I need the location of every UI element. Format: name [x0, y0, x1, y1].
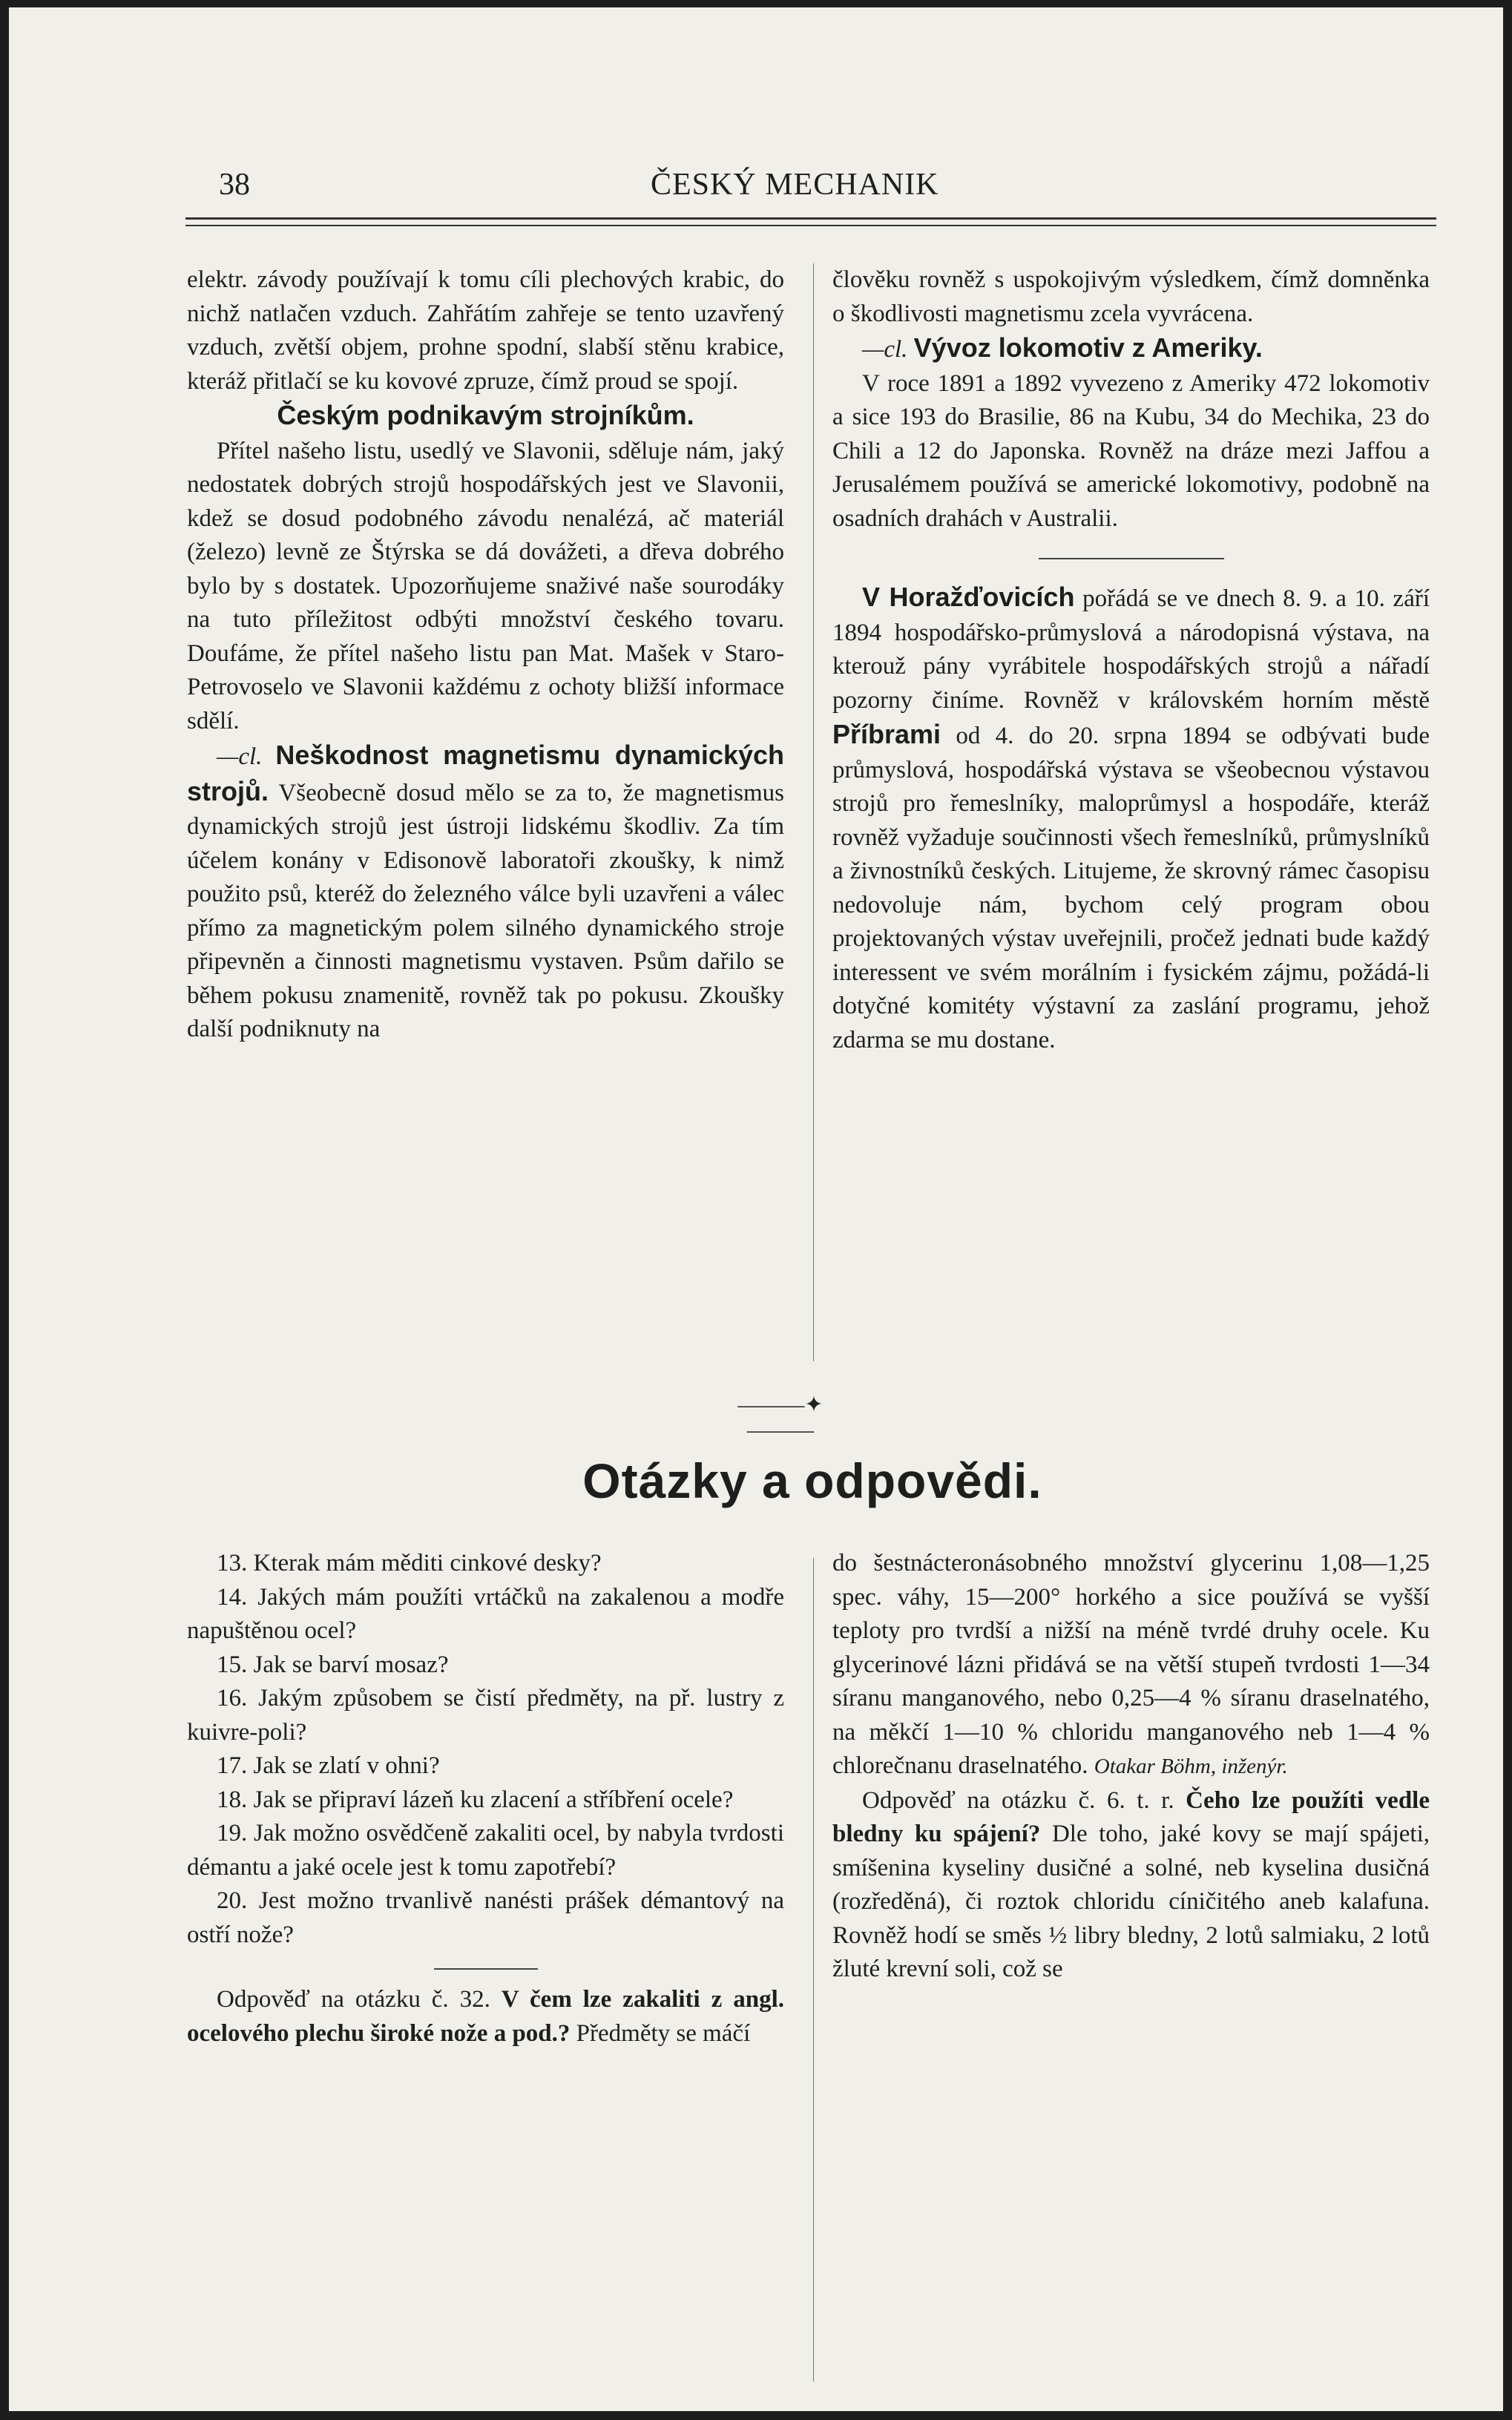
answer-intro: Odpověď na otázku č. 32. — [217, 1986, 490, 2013]
paragraph-with-heading — [832, 580, 1430, 1057]
paragraph-text: pořádá se ve dnech 8. 9. a 10. září 1894 hospodářsko-průmyslová a národopisná výstava, na kterouž pány vyrábitele hospodářských strojů a nářadí pozorny činíme. Rovněž v královském horním městě — [832, 585, 1430, 714]
question-item: 19. Jak možno osvědčeně zakaliti ocel, by nabyla tvrdosti démantu a jaké ocele jest k tomu zapotřebí? — [187, 1820, 784, 1881]
column-top-right — [832, 263, 1430, 1057]
column-divider — [813, 263, 814, 1361]
answer-question: V čem lze zakaliti z angl. ocelového plechu široké nože a pod.? — [187, 1986, 784, 2047]
article-heading: V Horažďovicích — [862, 582, 1075, 612]
author-signature: Otakar Böhm, inženýr. — [1094, 1755, 1288, 1778]
author-signature: —cl. — [217, 743, 263, 770]
answer-text: do šestnácteronásobného množství glycerinu 1,08—1,25 spec. váhy, 15—200° horkého a sice používá se vyšší teploty pro tvrdší a nižší na méně tvrdé druhy ocele. Ku glycerinové lázni přidává se na větší stupeň tvrdosti 1—34 síranu manganového, nebo 0,25—4 % síranu draselnatého, na měkčí 1—10 % chloridu manganového neb 1—4 % chlorečnanu draselnatého. — [832, 1550, 1430, 1779]
header-rule-thin — [185, 225, 1436, 226]
paragraph-text: od 4. do 20. srpna 1894 se odbývati bude průmyslová, hospodářská výstava se všeobecnou výstavou strojů pro řemeslníky, maloprůmysl a hospodáře, kteráž rovněž vyžaduje součinnosti všech řemeslníků, průmyslníků a živnostníků českých. Litujeme, že skrovný rámec časopisu nedovoluje nám, bychom celý program obou projektovaných výstav uveřejnili, pročež jednati bude každý interessent ve svém morálním i fysickém zájmu, požádá-li dotyčné komitéty výstavní za zaslání programu, jehož zdarma se mu dostane. — [832, 723, 1430, 1053]
article-heading: Vývoz lokomotiv z Ameriky. — [913, 332, 1263, 363]
paragraph-with-heading — [832, 331, 1430, 367]
paragraph: V roce 1891 a 1892 vyvezeno z Ameriky 472 lokomotiv a sice 193 do Brasilie, 86 na Kubu, 34 do Mechika, 23 do Chili a 12 do Japonska. Rovněž na dráze mezi Jaffou a Jerusalémem používá se americké lokomotivy, podobně na osadních drahách v Australii. — [832, 369, 1430, 532]
paragraph-text: Všeobecně dosud mělo se za to, že magnetismus dynamických strojů jest ústroji lidskému škodliv. Za tím účelem konány v Edisonově laboratoři zkoušky, k nimž použito psů, kteréž do železného válce byli uzavřeni a válec přímo za magnetickým polem silného dynamického stroje připevněn a činnosti magnetismu vystaven. Psům dařilo se během pokusu znamenitě, rovněž tak po pokusu. Zkoušky další podniknuty na — [187, 779, 784, 1042]
article-heading-wrap — [187, 398, 784, 435]
paragraph: Přítel našeho listu, usedlý ve Slavonii, sděluje nám, jaký nedostatek dobrých strojů hospodářských jest ve Slavonii, kdež se dosud podobného závodu nenalézá, ač materiál (železo) levně ze Štýrska se dá dovážeti, a dřeva dobrého bylo by s dostatek. Upozorňujeme snaživé naše sourodáky na tuto příležitost odbýti množství českého tovaru. Doufáme, že přítel našeho listu pan Mat. Mašek v Staro-Petrovoselo ve Slavonii každému z ochoty bližší informace sdělí. — [187, 437, 784, 734]
question-item: 15. Jak se barví mosaz? — [217, 1651, 449, 1678]
question-item: 13. Kterak mám měditi cinkové desky? — [217, 1550, 602, 1576]
separator-rule — [434, 1968, 538, 1970]
answer-question: Čeho lze použíti vedle bledny ku spájení? — [832, 1786, 1430, 1847]
paragraph: člověku rovněž s uspokojivým výsledkem, čímž domněnka o škodlivosti magnetismu zcela vyvrácena. — [832, 266, 1430, 327]
column-top-left — [187, 263, 784, 1047]
answer-continuation — [832, 1547, 1430, 1784]
answer-paragraph — [187, 1983, 784, 2051]
page-number: 38 — [219, 168, 250, 202]
running-title: ČESKÝ MECHANIK — [651, 168, 939, 202]
separator-rule — [1039, 558, 1224, 559]
article-heading: Českým podnikavým strojníkům. — [277, 400, 694, 430]
answer-paragraph — [832, 1784, 1430, 1987]
column-bottom-right — [832, 1547, 1430, 1987]
section-title: Otázky a odpovědi. — [582, 1453, 1042, 1508]
column-bottom-left — [187, 1547, 784, 2051]
page — [9, 7, 1503, 2411]
question-item: 17. Jak se zlatí v ohni? — [217, 1752, 440, 1779]
paragraph: elektr. závody používají k tomu cíli plechových krabic, do nichž natlačen vzduch. Zahřátím zahřeje se tento uzavřený vzduch, zvětší objem, prohne spodní, slabší stěnu krabice, kteráž přitlačí se ku kovové zpruze, čímž proud se spojí. — [187, 266, 784, 395]
question-item: 20. Jest možno trvanlivě nanésti prášek démantový na ostří nože? — [187, 1887, 784, 1948]
answer-text: Předměty se máčí — [576, 2019, 751, 2047]
column-divider — [813, 1558, 814, 2381]
page-header — [219, 167, 1436, 211]
question-item: 14. Jakých mám použíti vrtáčků na zakalenou a modře napuštěnou ocel? — [187, 1583, 784, 1644]
answer-intro: Odpověď na otázku č. 6. t. r. — [862, 1786, 1174, 1814]
inline-heading: Příbrami — [832, 719, 941, 749]
question-item: 16. Jakým způsobem se čistí předměty, na př. lustry z kuivre-poli? — [187, 1685, 784, 1746]
author-signature: —cl. — [862, 336, 908, 363]
ornament-divider: ———✦——— — [737, 1393, 824, 1442]
article-heading: Neškodnost magnetismu dynamických strojů. — [187, 740, 785, 806]
header-rule — [185, 217, 1436, 220]
paragraph-with-heading — [187, 738, 784, 1047]
answer-text: Dle toho, jaké kovy se mají spájeti, smíšenina kyseliny dusičné a solné, neb kyselina dusičná (rozředěná), či roztok chloridu cíničitého aneb kalafuna. Rovněž hodí se směs ½ libry bledny, 2 lotů salmiaku, 2 lotů žluté krevní soli, což se — [832, 1821, 1430, 1982]
question-item: 18. Jak se připraví lázeň ku zlacení a stříbření ocele? — [217, 1786, 734, 1813]
